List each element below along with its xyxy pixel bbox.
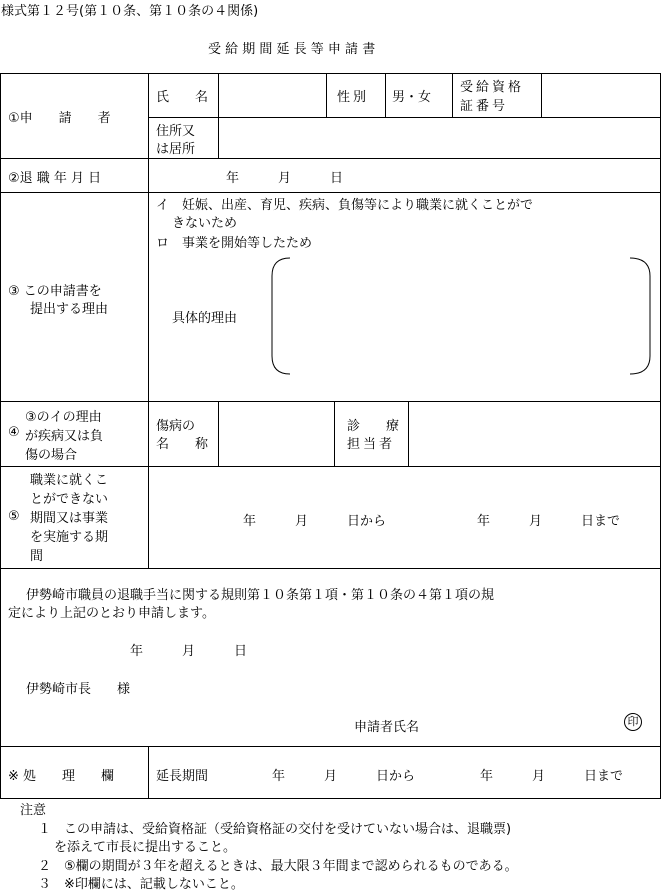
table-border-top (0, 73, 661, 74)
label-column-divider (148, 746, 149, 799)
row5-label-2: とができない (30, 492, 109, 507)
table-border-bottom (0, 798, 661, 799)
specific-reason-field[interactable] (296, 262, 636, 372)
row-divider (0, 746, 661, 747)
document-title: 受 給 期 間 延 長 等 申 請 書 (208, 42, 376, 57)
row-divider (0, 466, 661, 467)
label-column-divider (148, 73, 149, 569)
specific-reason-label: 具体的理由 (172, 311, 238, 326)
doctor-label-2: 担当者 (347, 437, 396, 452)
retirement-date-field[interactable]: 年 月 日 (226, 171, 344, 186)
row5-label-4: を実施する期 (30, 530, 109, 545)
note-1-continued: を添えて市長に提出すること。 (54, 840, 237, 855)
name-label: 氏 名 (156, 90, 209, 105)
col-divider (408, 401, 409, 467)
sex-options[interactable]: 男・女 (392, 90, 432, 105)
reason-label-2: 提出する理由 (30, 302, 109, 317)
row4-label-2: が疾病又は負 (25, 429, 104, 444)
row-divider (0, 568, 661, 569)
name-field[interactable] (222, 78, 322, 114)
illness-label-2: 名 称 (156, 437, 209, 452)
retirement-date-label: ②退 職 年 月 日 (8, 171, 102, 186)
row-divider (0, 192, 661, 193)
col-divider (326, 73, 327, 118)
processing-label: ※ 処 理 欄 (8, 769, 115, 784)
reason-label-1: ③ この申請書を (8, 284, 102, 299)
extension-from: 年 月 日から (272, 769, 416, 784)
reason-option-i[interactable]: イ 妊娠、出産、育児、疾病、負傷等により職業に就くことがで (156, 198, 534, 213)
notes-title: 注意 (20, 803, 47, 818)
row5-label-3: 期間又は事業 (30, 511, 109, 526)
cert-label-1: 受給資格 (460, 80, 525, 95)
reason-option-ro[interactable]: ロ 事業を開始等したため (156, 236, 313, 251)
col-divider (452, 73, 453, 118)
applicant-name-label: 申請者氏名 (354, 720, 420, 735)
col-divider (385, 73, 386, 118)
row1-inner-divider (148, 117, 661, 118)
period-to-field[interactable]: 年 月 日まで (477, 514, 621, 529)
cert-number-field[interactable] (545, 78, 655, 114)
addressee: 伊勢崎市長 様 (26, 682, 131, 697)
extension-to: 年 月 日まで (480, 769, 624, 784)
row4-number: ④ (8, 425, 20, 440)
row4-label-3: 傷の場合 (25, 448, 78, 463)
period-from-field[interactable]: 年 月 日から (243, 514, 387, 529)
col-divider (541, 73, 542, 118)
address-label-1: 住所又 (156, 124, 196, 139)
illness-label-1: 傷病の (156, 419, 196, 434)
form-number: 様式第１２号(第１０条、第１０条の４関係) (1, 4, 259, 19)
row5-number: ⑤ (8, 509, 20, 524)
note-2: ２ ⑤欄の期間が３年を超えるときは、最大限３年間まで認められるものである。 (38, 859, 518, 874)
sex-label: 性別 (337, 90, 370, 105)
address-field[interactable] (222, 121, 656, 155)
col-divider (218, 401, 219, 467)
row-divider (0, 401, 661, 402)
col-divider (334, 401, 335, 467)
illness-name-field[interactable] (222, 405, 330, 463)
note-1: １ この申請は、受給資格証（受給資格証の交付を受けていない場合は、退職票) (38, 822, 512, 837)
row5-label-5: 間 (30, 549, 44, 564)
row-divider (0, 158, 661, 159)
col-divider (218, 73, 219, 159)
doctor-field[interactable] (412, 405, 656, 463)
row5-label-1: 職業に就くこ (30, 473, 109, 488)
row4-label-1: ③のイの理由 (25, 410, 102, 425)
note-3: ３ ※印欄には、記載しないこと。 (38, 877, 244, 892)
cert-label-2: 証番号 (460, 99, 509, 114)
reason-option-i-continued: きないため (172, 216, 238, 231)
declaration-text-2: 定により上記のとおり申請します。 (8, 606, 215, 621)
applicant-label: ①申 請 者 (8, 111, 111, 126)
declaration-text-1: 伊勢崎市職員の退職手当に関する規則第１０条第１項・第１０条の４第１項の規 (26, 588, 495, 603)
declaration-date-field[interactable]: 年 月 日 (130, 644, 248, 659)
address-label-2: は居所 (156, 142, 196, 157)
doctor-label-1: 診 療 (347, 419, 400, 434)
table-border-left (0, 73, 1, 799)
seal-mark: 印 (624, 713, 642, 731)
extension-period-label: 延長期間 (156, 769, 209, 784)
